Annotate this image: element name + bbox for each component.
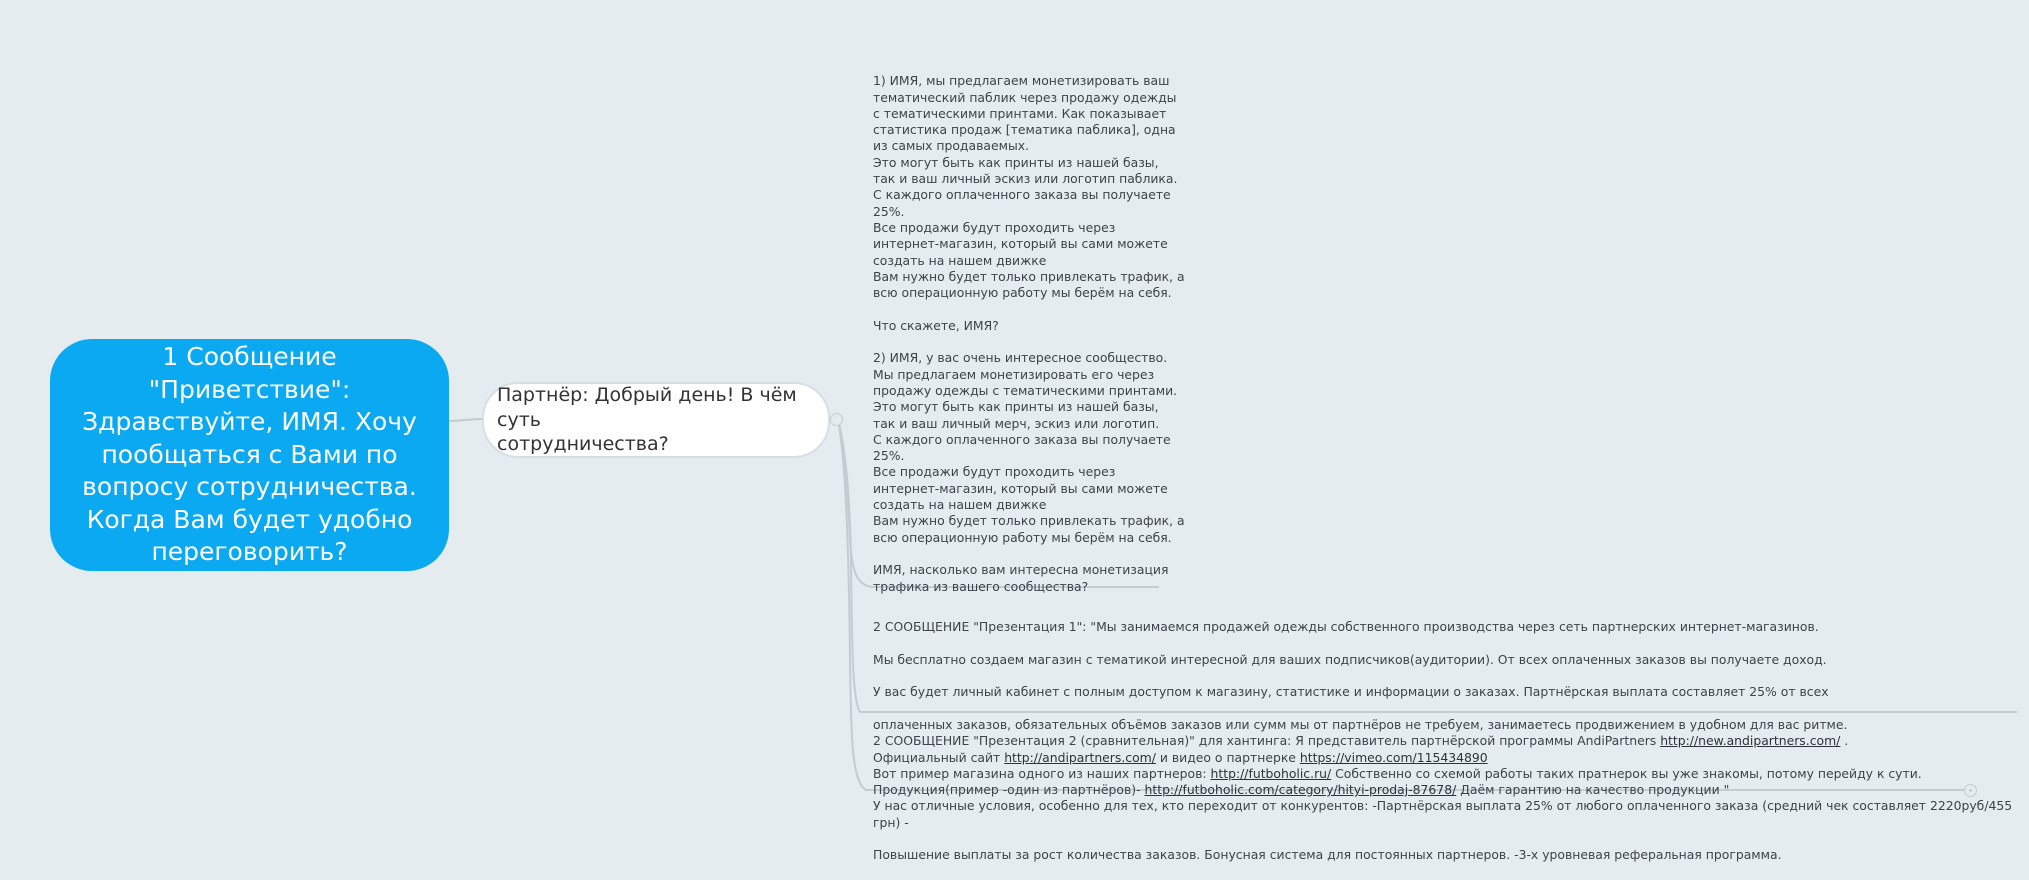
connector-root-to-reply [449, 419, 482, 421]
vimeo-link[interactable]: https://vimeo.com/115434890 [1299, 749, 1488, 765]
presentation-1-line: Мы бесплатно создаем магазин с тематикой интересной для ваших подписчиков(аудитории). От всех оплаченных заказов вы получаете доход. [873, 651, 1827, 667]
presentation-2-intro-end: . [1840, 733, 1849, 749]
video-label: и видео о партнерке [1155, 749, 1300, 765]
new-andipartners-link[interactable]: http://new.andipartners.com/ [1660, 733, 1841, 749]
futboholic-category-link[interactable]: http://futboholic.com/category/hityi-prodaj-87678/ [1144, 782, 1457, 798]
site-label: Официальный сайт [873, 749, 1005, 765]
subtopic-offer-messages[interactable] [873, 57, 1193, 595]
presentation-2-intro-text: 2 СООБЩЕНИЕ "Презентация 2 (сравнительная)" для хантинга: Я представитель партнёрской программы AndiPartners [873, 733, 1661, 749]
quality-guarantee-text: Даём гарантию на качество продукции " [1456, 782, 1730, 798]
presentation-2-example-line [873, 766, 2013, 782]
andipartners-link[interactable]: http://andipartners.com/ [1004, 749, 1156, 765]
offer-messages-text: 1) ИМЯ, мы предлагаем монетизировать ваш тематический паблик через продажу одежды с тематическими принтами. Как показывает статистика продаж [тематика паблика], одна из самых продаваемых. Это могут быть как принты из нашей базы, так и ваш личный эскиз или логотип паблика. С каждого оплаченного заказа вы получаете 25%. Все продажи будут проходить через интернет-магазин, который вы сами можете создать на нашем движке Вам нужно будет только привлекать трафик, а всю операционную работу мы берём на себя. Что скажете, ИМЯ? 2) ИМЯ, у вас очень интересное сообщество. Мы предлагаем монетизировать его через продажу одежды с тематическими принтами. Это могут быть как принты из нашей базы, так и ваш личный мерч, эскиз или логотип. С каждого оплаченного заказа вы получаете 25%. Все продажи будут проходить через интернет-магазин, который вы сами можете создать на нашем движке Вам нужно будет только привлекать трафик, а всю операционную работу мы берём на себя. ИМЯ, насколько вам интересна монетизация трафика из вашего сообщества? [873, 73, 1185, 594]
presentation-1-line: оплаченных заказов, обязательных объёмов заказов или сумм мы от партнёров не требуем, занимаетесь продвижением в удобном для вас ритме. [873, 717, 1848, 733]
topic-partner-reply[interactable] [482, 382, 830, 458]
presentation-2-line: Повышение выплаты за рост количества заказов. Бонусная система для постоянных партнеров. -3-х уровневая реферальная программа. [873, 847, 1782, 863]
root-topic-greeting[interactable] [50, 339, 449, 571]
presentation-1-line: 2 СООБЩЕНИЕ "Презентация 1": "Мы занимаемся продажей одежды собственного производства через сеть партнерских интернет-магазинов. [873, 619, 1819, 635]
product-label: Продукция(пример -один из партнёров)- [873, 782, 1145, 798]
presentation-2-intro-line [873, 733, 2013, 749]
partner-reply-text: Партнёр: Добрый день! В чём суть сотрудничества? [497, 384, 797, 456]
example-label: Вот пример магазина одного из наших партнеров: [873, 765, 1211, 781]
root-topic-text: 1 Сообщение "Приветствие": Здравствуйте, ИМЯ. Хочу пообщаться с Вами по вопросу сотрудничества. Когда Вам будет удобно переговорить? [82, 342, 417, 567]
presentation-2-line: У нас отличные условия, особенно для тех, кто переходит от конкурентов: -Партнёрская выплата 25% от любого оплаченного заказа (средний чек составляет 2220руб/455 грн) - [873, 798, 2013, 830]
subtopic-presentation-2[interactable] [873, 717, 2013, 880]
branch-end-handle[interactable] [1964, 784, 1977, 797]
presentation-1-line: У вас будет личный кабинет с полным доступом к магазину, статистике и информации о заказах. Партнёрская выплата составляет 25% от всех [873, 684, 1829, 700]
collapse-toggle[interactable] [830, 413, 843, 426]
futboholic-ru-link[interactable]: http://futboholic.ru/ [1210, 765, 1332, 781]
example-suffix: Собственно со схемой работы таких пратнерок вы уже знакомы, потому перейду к сути. [1331, 765, 1922, 781]
